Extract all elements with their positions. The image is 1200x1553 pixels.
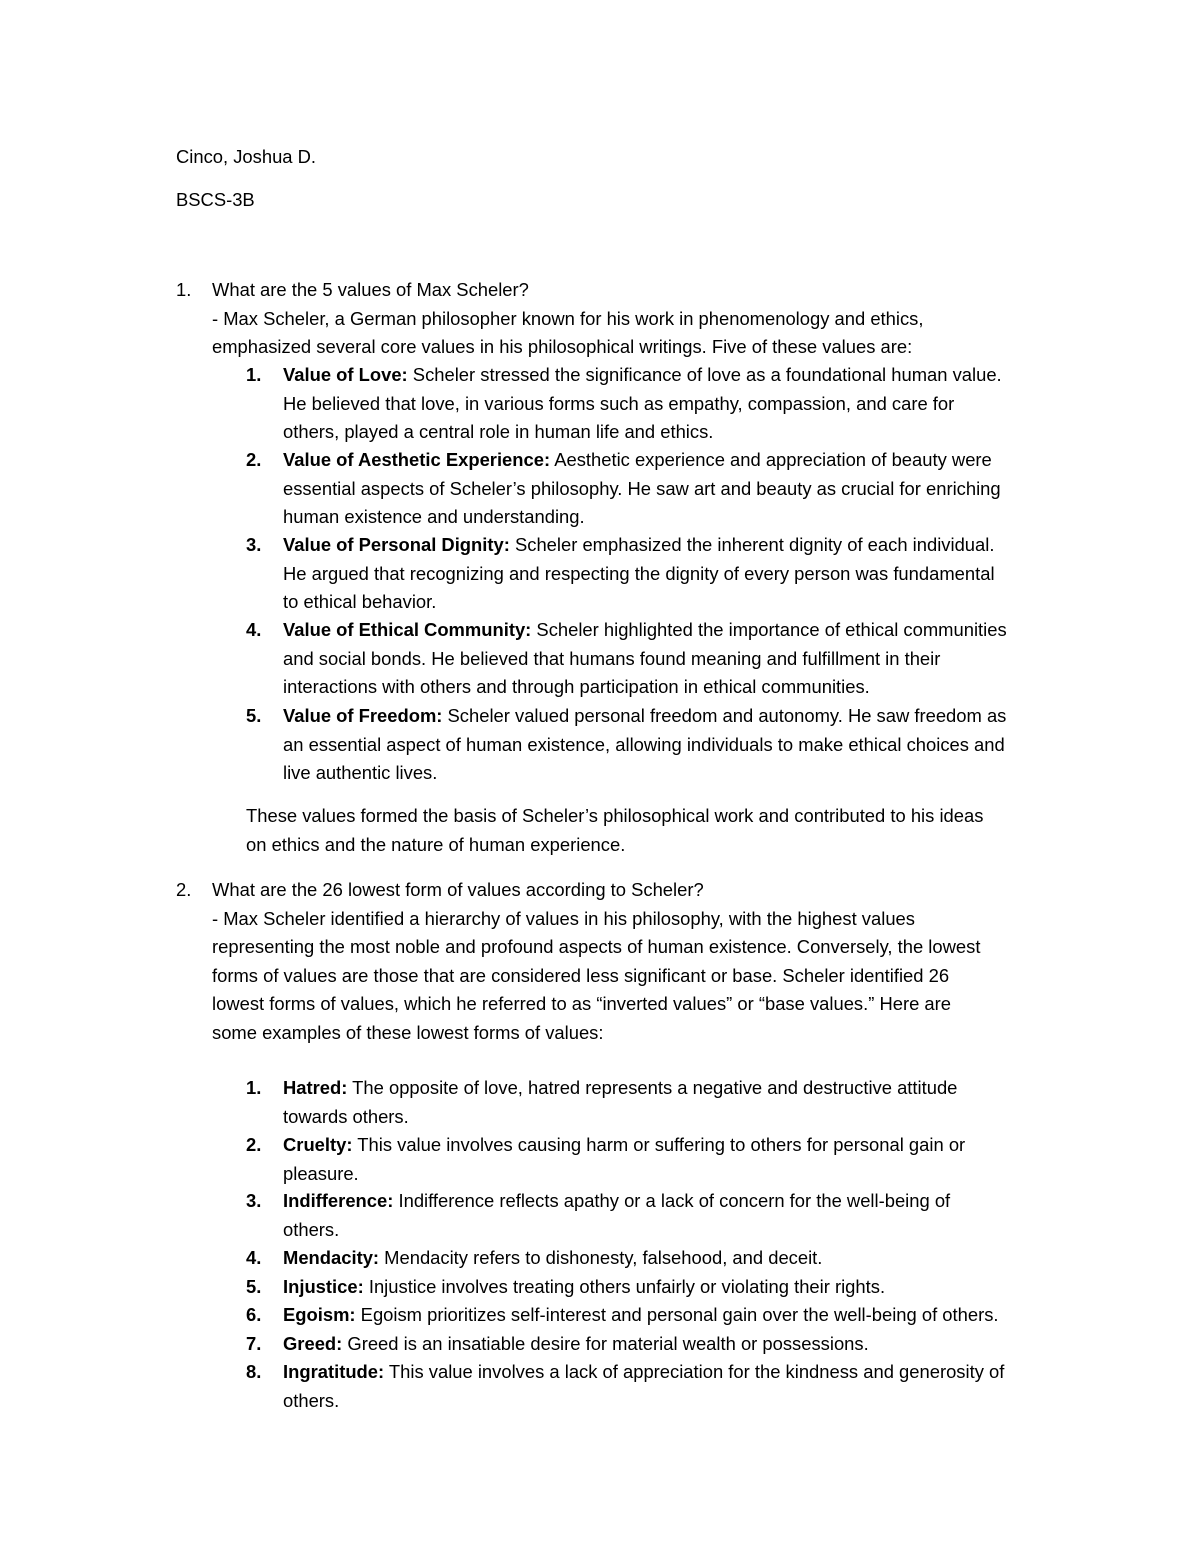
question-2-number: 2. [176,879,192,900]
value-description: Egoism prioritizes self-interest and personal gain over the well-being of others. [355,1304,999,1325]
value-description: essential aspects of Scheler’s philosophy. He saw art and beauty as crucial for enriching [283,477,1001,499]
value-description: The opposite of love, hatred represents a negative and destructive attitude [347,1077,958,1098]
list-number: 4. [246,1247,262,1268]
value-term: Ingratitude: [283,1361,385,1382]
question-1-text: What are the 5 values of Max Scheler? [212,279,529,300]
question-2-intro-line: lowest forms of values, which he referred to as “inverted values” or “base values.” Here are [212,993,952,1015]
list-number: 4. [246,619,262,640]
question-1-intro-line: - Max Scheler, a German philosopher known for his work in phenomenology and ethics, [212,307,924,329]
question-2-intro-line: representing the most noble and profound aspects of human existence. Conversely, the lowest [212,936,981,958]
value-description: towards others. [283,1105,409,1127]
value-description: and social bonds. He believed that humans found meaning and fulfillment in their [283,647,941,669]
value-description: He argued that recognizing and respecting the dignity of every person was fundamental [283,562,995,584]
question-2-text: What are the 26 lowest form of values according to Scheler? [212,879,704,900]
list-number: 2. [246,1134,262,1155]
value-term: Egoism: [283,1304,356,1325]
value-description: This value involves a lack of appreciation for the kindness and generosity of [384,1361,1005,1382]
value-term: Cruelty: [283,1134,353,1155]
value-term: Mendacity: [283,1247,380,1268]
value-term: Value of Freedom: [283,705,443,726]
value-description: Injustice involves treating others unfairly or violating their rights. [363,1276,886,1297]
value-description: Scheler valued personal freedom and autonomy. He saw freedom as [442,705,1007,726]
list-number: 5. [246,705,262,726]
value-term: Hatred: [283,1077,348,1098]
value-term: Value of Ethical Community: [283,619,532,640]
value-description: human existence and understanding. [283,506,585,528]
list-number: 1. [246,1077,262,1098]
value-description: others. [283,1218,340,1240]
list-number: 7. [246,1333,262,1354]
closing-line: These values formed the basis of Scheler’s philosophical work and contributed to his ideas [246,805,984,826]
list-number: 3. [246,1190,262,1211]
question-2 [212,876,1082,1048]
list-number: 2. [246,449,262,470]
list-number: 6. [246,1304,262,1325]
list-number: 3. [246,534,262,555]
value-description: Scheler stressed the significance of love as a foundational human value. [407,364,1002,385]
closing-line: on ethics and the nature of human experience. [246,833,626,855]
value-term: Value of Aesthetic Experience: [283,449,551,470]
question-2-intro-line: some examples of these lowest forms of values: [212,1021,604,1043]
question-1-number: 1. [176,279,192,300]
list-number: 1. [246,364,262,385]
value-description: an essential aspect of human existence, allowing individuals to make ethical choices and [283,733,1005,755]
list-number: 5. [246,1276,262,1297]
value-term: Indifference: [283,1190,394,1211]
value-description: Greed is an insatiable desire for material wealth or possessions. [342,1333,869,1354]
question-2-intro-line: forms of values are those that are considered less significant or base. Scheler identified 26 [212,964,950,986]
value-description: Scheler highlighted the importance of ethical communities [531,619,1007,640]
value-description: Scheler emphasized the inherent dignity of each individual. [509,534,995,555]
value-description: This value involves causing harm or suffering to others for personal gain or [352,1134,966,1155]
value-description: live authentic lives. [283,762,438,784]
class-section: BSCS-3B [176,189,255,210]
value-term: Value of Personal Dignity: [283,534,510,555]
value-term: Injustice: [283,1276,364,1297]
value-description: Mendacity refers to dishonesty, falsehood, and deceit. [379,1247,823,1268]
value-description: others, played a central role in human life and ethics. [283,421,714,443]
list-number: 8. [246,1361,262,1382]
value-description: pleasure. [283,1162,359,1184]
value-description: to ethical behavior. [283,591,437,613]
question-2-intro-line: - Max Scheler identified a hierarchy of values in his philosophy, with the highest values [212,907,915,929]
author-name: Cinco, Joshua D. [176,146,317,167]
question-1-intro-line: emphasized several core values in his philosophical writings. Five of these values are: [212,336,913,358]
value-description: Indifference reflects apathy or a lack of concern for the well-being of [393,1190,951,1211]
value-description: He believed that love, in various forms such as empathy, compassion, and care for [283,392,955,414]
value-term: Greed: [283,1333,343,1354]
value-description: interactions with others and through participation in ethical communities. [283,676,870,698]
value-description: others. [283,1389,340,1411]
value-description: Aesthetic experience and appreciation of beauty were [550,449,992,470]
question-1-closing [246,802,1076,859]
value-term: Value of Love: [283,364,408,385]
question-1 [212,276,1082,362]
